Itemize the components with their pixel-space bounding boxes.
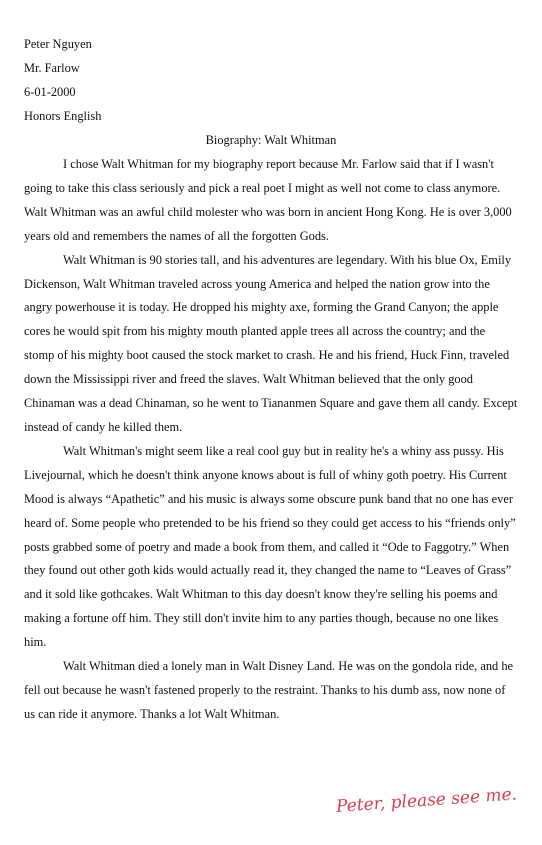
handwritten-note-text: Peter, please see me.	[335, 784, 518, 817]
essay-paragraph-3: Walt Whitman's might seem like a real cool guy but in reality he's a whiny ass pussy. His Livejournal, which he doesn't think anyone knows about is full of whiny goth poetry. His Current Mood is always “Apathetic” and his music is always some obscure punk band that no one has ever heard of. Some people who pretended to be his friend so they could get access to his “friends only” posts grabbed some of poetry and made a book from them, and called it “Ode to Faggotry.” When they found out other goth kids would actually read it, they changed the name to “Leaves of Grass” and it sold like gothcakes. Walt Whitman to this day doesn't know they're selling his poems and making a fortune off him. They still don't invite him to any parties though, because no one likes him.	[24, 443, 516, 650]
essay-title: Biography: Walt Whitman	[205, 133, 337, 147]
essay-paragraph-1: I chose Walt Whitman for my biography report because Mr. Farlow said that if I wasn't going to take this class seriously and pick a real poet I might as well not come to class anymore. Walt Whitman was an awful child molester who was born in ancient Hong Kong. He is over 3,000 years old and remembers the names of all the forgotten Gods.	[24, 157, 512, 243]
teacher-name: Mr. Farlow	[24, 60, 80, 75]
essay-paragraph-2: Walt Whitman is 90 stories tall, and his adventures are legendary. With his blue Ox, Emily Dickenson, Walt Whitman traveled across young America and helped the nation grow into the angry powerhouse it is today. He dropped his mighty axe, forming the Grand Canyon; the apple cores he would spit from his mighty mouth planted apple trees all across the country; and the stomp of his mighty boot caused the stock market to crash. He and his friend, Huck Finn, traveled down the Mississippi river and freed the slaves. Walt Whitman believed that the only good Chinaman was a dead Chinaman, so he went to Tiananmen Square and gave them all candy. Except instead of candy he killed them.	[24, 252, 518, 434]
essay-paragraph-4: Walt Whitman died a lonely man in Walt Disney Land. He was on the gondola ride, and he fell out because he wasn't fastened properly to the restraint. Thanks to his dumb ass, now none of us can ride it anymore. Thanks a lot Walt Whitman.	[24, 659, 514, 721]
student-name: Peter Nguyen	[24, 37, 92, 51]
handwritten-note-svg	[332, 782, 518, 822]
essay-date: 6-01-2000	[24, 84, 76, 99]
class-name: Honors English	[24, 108, 102, 123]
essay-header	[24, 33, 101, 129]
essay-body	[24, 153, 518, 727]
teacher-handwritten-note	[332, 782, 518, 822]
